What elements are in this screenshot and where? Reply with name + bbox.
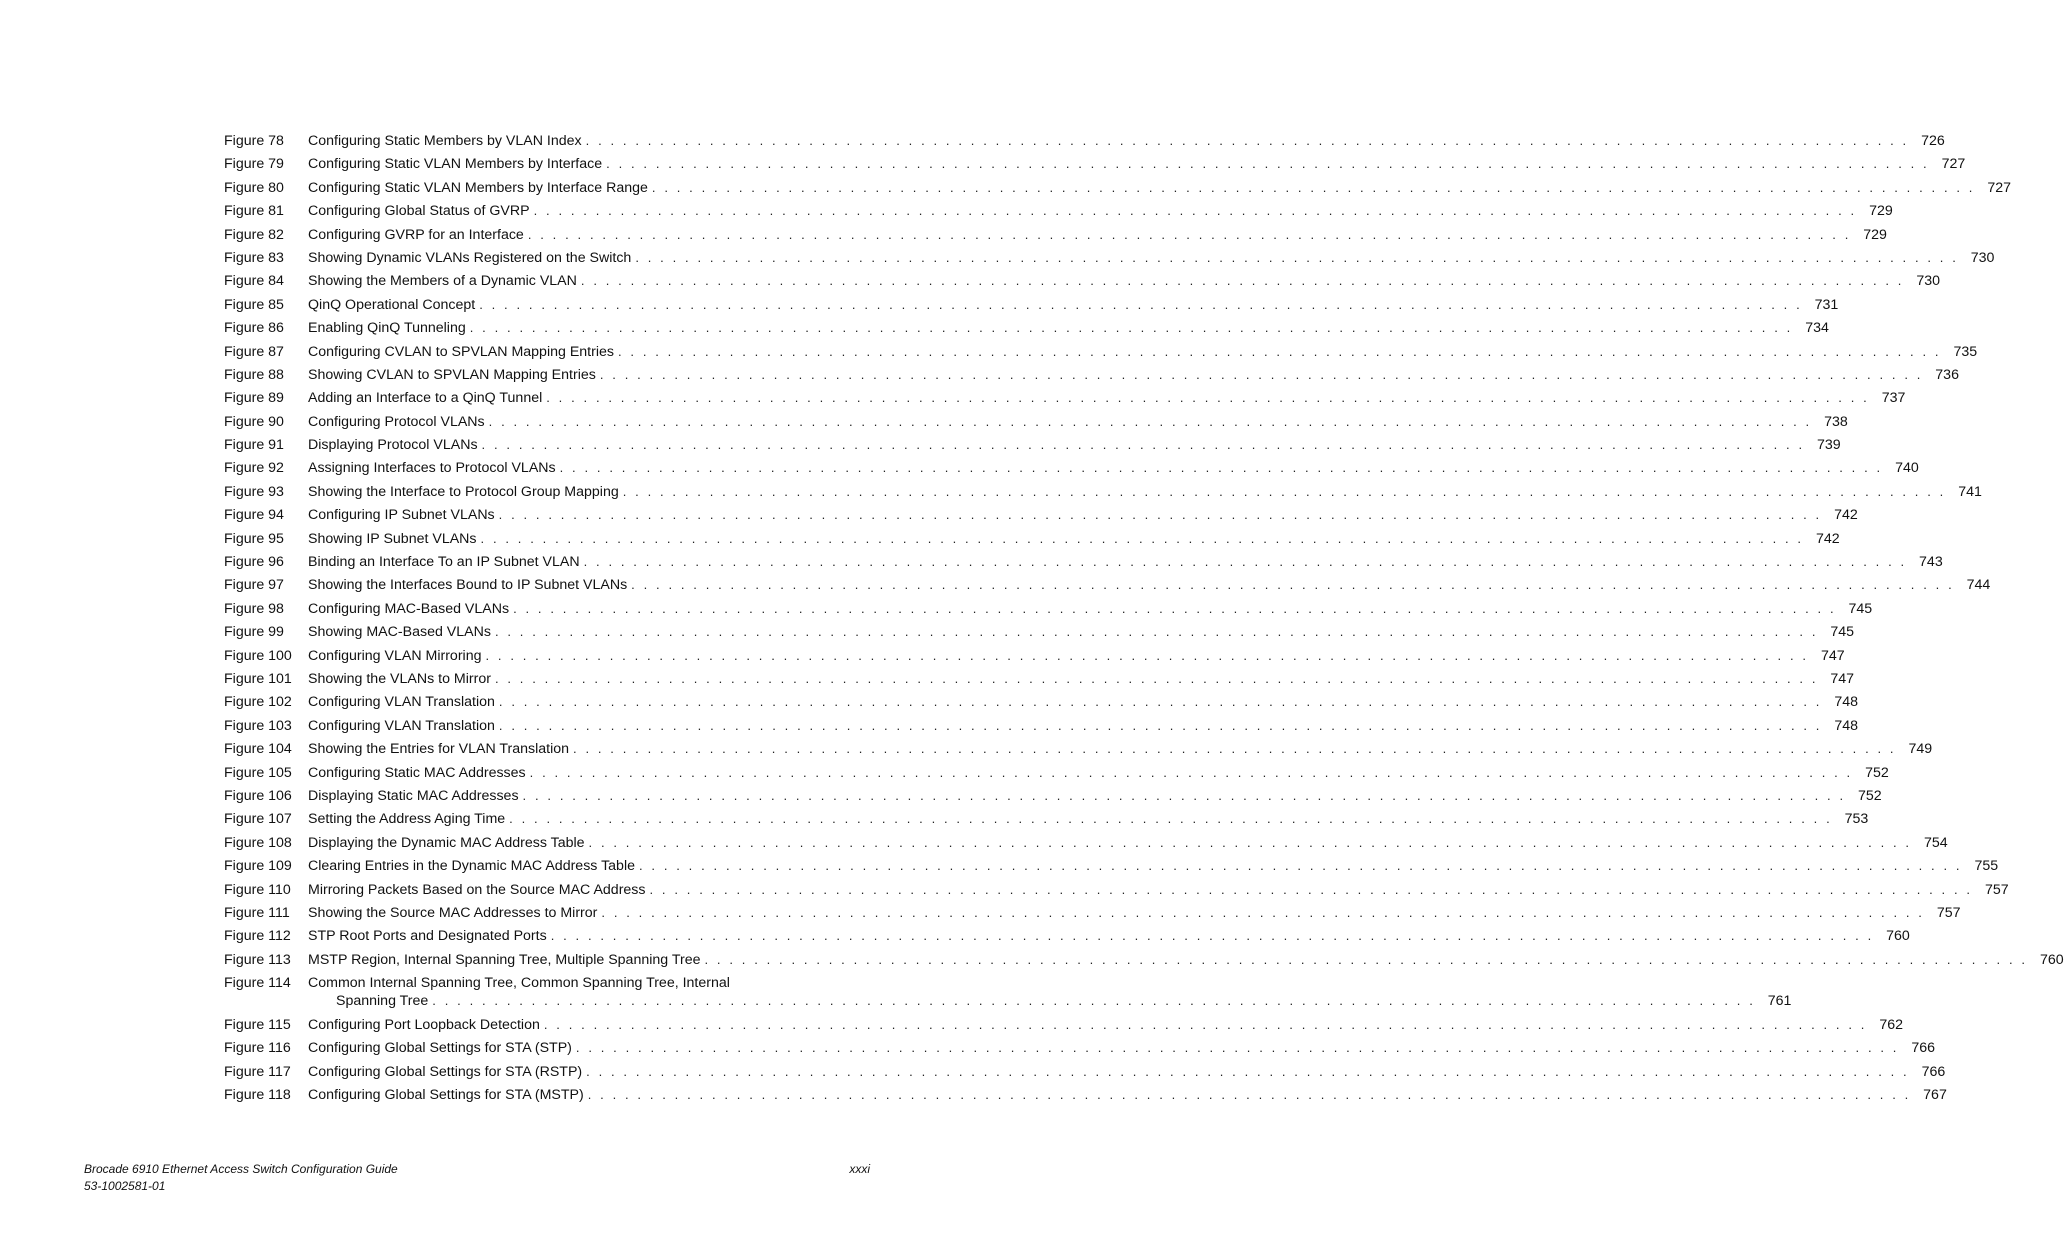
figure-number: Figure 118 <box>224 1087 291 1104</box>
figure-number: Figure 104 <box>224 741 292 758</box>
toc-entry[interactable] <box>224 460 1919 483</box>
page-number: 761 <box>1767 993 1792 1010</box>
dot-leader <box>509 811 1832 826</box>
toc-entry[interactable] <box>224 881 2009 905</box>
figure-number: Figure 92 <box>224 460 284 477</box>
toc-entry[interactable] <box>224 624 1855 647</box>
toc-entry[interactable] <box>224 600 1873 624</box>
figure-title: Configuring Global Status of GVRP <box>308 203 530 220</box>
figure-number: Figure 95 <box>224 530 284 547</box>
figure-title: Displaying Protocol VLANs <box>308 437 478 454</box>
page-number: 731 <box>1814 296 1839 313</box>
toc-entry[interactable] <box>224 437 1841 460</box>
dot-leader <box>623 484 1946 499</box>
page-number: 742 <box>1815 530 1840 547</box>
page-number: 748 <box>1834 717 1859 734</box>
page-number: 757 <box>1936 904 1961 921</box>
figure-number: Figure 107 <box>224 811 292 828</box>
dot-leader <box>576 1040 1899 1055</box>
page-number: 752 <box>1858 787 1882 804</box>
page-number: 726 <box>1921 133 1945 149</box>
figure-title: Configuring VLAN Translation <box>308 717 495 734</box>
figure-title: Showing MAC-Based VLANs <box>308 624 491 641</box>
figure-title: Configuring Global Settings for STA (RSTP) <box>308 1063 583 1080</box>
dot-leader <box>606 156 1929 171</box>
toc-entry[interactable] <box>224 1017 1903 1040</box>
figure-number: Figure 100 <box>224 647 292 664</box>
dot-leader <box>485 648 1808 663</box>
figure-number: Figure 91 <box>224 437 284 454</box>
page-number: 752 <box>1865 764 1889 781</box>
page-number: 747 <box>1820 647 1845 664</box>
figure-number: Figure 85 <box>224 296 284 313</box>
table-of-figures <box>224 133 2064 1111</box>
figure-title: Showing the Interface to Protocol Group Mapping <box>308 483 619 500</box>
dot-leader <box>586 133 1909 148</box>
figure-title: Clearing Entries in the Dynamic MAC Address Table <box>308 858 635 875</box>
dot-leader <box>495 671 1818 686</box>
page-number: 753 <box>1844 811 1869 828</box>
figure-title: Showing the Members of a Dynamic VLAN <box>308 273 577 290</box>
toc-entry[interactable] <box>224 1063 1946 1087</box>
figure-title: Enabling QinQ Tunneling <box>308 320 466 337</box>
toc-entry[interactable] <box>224 741 1933 764</box>
dot-leader <box>482 437 1805 452</box>
toc-entry[interactable] <box>224 483 1982 507</box>
page-number: 742 <box>1834 507 1858 524</box>
page-number: 727 <box>1941 156 1966 173</box>
figure-number: Figure 83 <box>224 249 284 266</box>
figure-number: Figure 110 <box>224 881 291 898</box>
figure-title: Configuring Static Members by VLAN Index <box>308 133 582 149</box>
figure-number: Figure 113 <box>224 951 291 968</box>
toc-entry[interactable] <box>224 717 1859 741</box>
figure-number: Figure 97 <box>224 577 284 594</box>
figure-number: Figure 82 <box>224 226 284 243</box>
figure-title: Configuring IP Subnet VLANs <box>308 507 495 524</box>
figure-title: MSTP Region, Internal Spanning Tree, Multiple Spanning Tree <box>308 951 701 968</box>
figure-number: Figure 101 <box>224 670 292 687</box>
page-number: 744 <box>1966 577 1991 594</box>
toc-entry[interactable] <box>224 390 1906 413</box>
dot-leader <box>523 788 1846 803</box>
page-number: 755 <box>1974 858 1999 875</box>
dot-leader <box>581 273 1904 288</box>
dot-leader <box>589 835 1912 850</box>
toc-entry[interactable] <box>224 1040 1936 1063</box>
dot-leader <box>513 601 1836 616</box>
toc-entry[interactable] <box>224 577 1991 600</box>
dot-leader <box>573 741 1896 756</box>
toc-entry[interactable] <box>224 647 1845 671</box>
page-number: 738 <box>1824 413 1848 430</box>
dot-leader <box>546 390 1869 405</box>
toc-entry[interactable] <box>224 226 1887 250</box>
toc-entry[interactable] <box>224 764 1889 788</box>
toc-entry[interactable] <box>224 670 1855 694</box>
figure-title: Configuring Static VLAN Members by Interface Range <box>308 179 648 196</box>
figure-title: Showing the Entries for VLAN Translation <box>308 741 570 758</box>
page-number: 729 <box>1863 226 1887 243</box>
figure-title-continued: Spanning Tree <box>336 993 429 1010</box>
toc-entry[interactable] <box>224 530 1840 554</box>
figure-number: Figure 84 <box>224 273 284 290</box>
toc-entry[interactable] <box>224 296 1839 320</box>
dot-leader <box>528 227 1851 242</box>
figure-title: Configuring Global Settings for STA (STP) <box>308 1040 572 1057</box>
toc-entry[interactable] <box>224 811 1869 834</box>
figure-title: Showing the VLANs to Mirror <box>308 670 491 687</box>
dot-leader <box>705 952 2028 967</box>
figure-title: Configuring MAC-Based VLANs <box>308 600 510 617</box>
figure-title: Configuring Protocol VLANs <box>308 413 485 430</box>
dot-leader <box>499 694 1822 709</box>
toc-entry[interactable] <box>224 1087 1947 1110</box>
toc-entry[interactable] <box>224 507 1858 530</box>
page-number: 736 <box>1935 366 1959 383</box>
figure-title: Configuring Port Loopback Detection <box>308 1017 540 1034</box>
figure-title: Configuring VLAN Mirroring <box>308 647 482 664</box>
dot-leader <box>499 507 1822 522</box>
page-number: 740 <box>1895 460 1919 477</box>
figure-number: Figure 81 <box>224 203 284 220</box>
figure-number: Figure 86 <box>224 320 284 337</box>
figure-number: Figure 105 <box>224 764 292 781</box>
toc-entry[interactable] <box>224 834 1948 858</box>
dot-leader <box>470 320 1793 335</box>
figure-number: Figure 108 <box>224 834 292 851</box>
figure-number: Figure 99 <box>224 624 284 641</box>
toc-entry[interactable] <box>224 343 1978 367</box>
figure-number: Figure 102 <box>224 694 292 711</box>
toc-entry[interactable] <box>224 554 1943 577</box>
toc-entry[interactable] <box>224 179 2012 203</box>
page-number: 729 <box>1869 203 1893 220</box>
dot-leader <box>635 250 1958 265</box>
toc-entry[interactable] <box>224 694 1859 717</box>
page-number: 745 <box>1830 624 1855 641</box>
toc-entry[interactable] <box>224 413 1848 437</box>
figure-title: Configuring VLAN Translation <box>308 694 495 711</box>
page-number: 747 <box>1830 670 1855 687</box>
dot-leader <box>586 1064 1909 1079</box>
figure-number: Figure 109 <box>224 858 292 875</box>
figure-title: Showing CVLAN to SPVLAN Mapping Entries <box>308 366 596 383</box>
toc-entry[interactable] <box>224 320 1829 343</box>
page-number: 749 <box>1908 741 1933 758</box>
dot-leader <box>601 905 1924 920</box>
figure-title: Configuring GVRP for an Interface <box>308 226 524 243</box>
toc-entry[interactable] <box>224 928 1910 951</box>
page-number: 727 <box>1987 179 2012 196</box>
dot-leader <box>631 577 1954 592</box>
page-number: 737 <box>1881 390 1906 407</box>
page-number: 739 <box>1817 437 1841 454</box>
figure-title: QinQ Operational Concept <box>308 296 476 313</box>
figure-number: Figure 78 <box>224 133 284 149</box>
figure-title: Showing Dynamic VLANs Registered on the Switch <box>308 249 632 266</box>
page-number: 754 <box>1923 834 1948 851</box>
figure-title: Common Internal Spanning Tree, Common Spanning Tree, Internal <box>308 975 730 992</box>
toc-entry[interactable] <box>224 249 1995 273</box>
page-number: 743 <box>1919 554 1943 571</box>
figure-number: Figure 88 <box>224 366 284 383</box>
toc-entry[interactable] <box>224 133 1945 156</box>
dot-leader <box>499 718 1822 733</box>
footer-document-title: Brocade 6910 Ethernet Access Switch Configuration Guide <box>84 1162 398 1176</box>
figure-title: Mirroring Packets Based on the Source MAC Address <box>308 881 646 898</box>
dot-leader <box>639 858 1962 873</box>
figure-number: Figure 79 <box>224 156 284 173</box>
page-number: 730 <box>1970 249 1995 266</box>
figure-number: Figure 80 <box>224 179 284 196</box>
dot-leader <box>588 1087 1911 1102</box>
dot-leader <box>544 1017 1867 1032</box>
footer-page-number: xxxi <box>849 1162 870 1176</box>
toc-entry[interactable] <box>224 951 2064 975</box>
dot-leader <box>584 554 1907 569</box>
toc-entry[interactable] <box>224 858 1999 881</box>
figure-title: Showing the Interfaces Bound to IP Subnet VLANs <box>308 577 628 594</box>
dot-leader <box>495 624 1818 639</box>
figure-number: Figure 93 <box>224 483 284 500</box>
page-number: 767 <box>1923 1087 1947 1104</box>
figure-number: Figure 117 <box>224 1063 291 1080</box>
toc-entry[interactable] <box>224 156 1966 179</box>
page-number: 734 <box>1805 320 1829 337</box>
figure-number: Figure 111 <box>224 904 290 921</box>
figure-number: Figure 89 <box>224 390 284 407</box>
dot-leader <box>600 367 1923 382</box>
page-number: 730 <box>1916 273 1941 290</box>
dot-leader <box>489 414 1812 429</box>
figure-title: STP Root Ports and Designated Ports <box>308 928 547 945</box>
figure-title: Binding an Interface To an IP Subnet VLAN <box>308 554 580 571</box>
figure-title: Configuring Static MAC Addresses <box>308 764 526 781</box>
dot-leader <box>432 993 1755 1008</box>
figure-title: Adding an Interface to a QinQ Tunnel <box>308 390 543 407</box>
toc-entry[interactable] <box>224 366 1959 390</box>
page-number: 760 <box>2039 951 2064 968</box>
figure-title: Displaying the Dynamic MAC Address Table <box>308 834 585 851</box>
toc-entry[interactable] <box>224 787 1882 811</box>
figure-number: Figure 96 <box>224 554 284 571</box>
figure-title: Showing IP Subnet VLANs <box>308 530 477 547</box>
figure-title: Configuring Global Settings for STA (MSTP) <box>308 1087 584 1104</box>
dot-leader <box>551 928 1874 943</box>
dot-leader <box>652 180 1975 195</box>
figure-number: Figure 87 <box>224 343 284 360</box>
dot-leader <box>618 344 1941 359</box>
page-number: 760 <box>1886 928 1910 945</box>
figure-number: Figure 112 <box>224 928 291 945</box>
figure-title: Displaying Static MAC Addresses <box>308 787 519 804</box>
figure-number: Figure 116 <box>224 1040 291 1057</box>
page-number: 766 <box>1921 1063 1946 1080</box>
figure-number: Figure 94 <box>224 507 284 524</box>
figure-title: Assigning Interfaces to Protocol VLANs <box>308 460 556 477</box>
figure-number: Figure 106 <box>224 787 292 804</box>
dot-leader <box>530 765 1853 780</box>
figure-number: Figure 103 <box>224 717 292 734</box>
page-number: 762 <box>1879 1017 1903 1034</box>
toc-entry[interactable] <box>224 203 1893 226</box>
page-number: 757 <box>1984 881 2009 898</box>
page-number: 745 <box>1848 600 1873 617</box>
page-number: 748 <box>1834 694 1859 711</box>
toc-entry[interactable] <box>224 904 1961 928</box>
dot-leader <box>650 882 1973 897</box>
figure-title: Configuring Static VLAN Members by Interface <box>308 156 603 173</box>
dot-leader <box>481 531 1804 546</box>
figure-number: Figure 90 <box>224 413 284 430</box>
toc-entry[interactable] <box>224 273 1941 296</box>
page-number: 766 <box>1911 1040 1936 1057</box>
page-number: 735 <box>1953 343 1978 360</box>
figure-title: Setting the Address Aging Time <box>308 811 506 828</box>
footer-document-number: 53-1002581-01 <box>84 1179 166 1193</box>
figure-number: Figure 115 <box>224 1017 291 1034</box>
page-number: 741 <box>1958 483 1982 500</box>
figure-number: Figure 114 <box>224 975 291 992</box>
dot-leader <box>479 297 1802 312</box>
toc-entry[interactable] <box>224 975 1792 1017</box>
figure-number: Figure 98 <box>224 600 284 617</box>
figure-title: Showing the Source MAC Addresses to Mirror <box>308 904 598 921</box>
dot-leader <box>560 460 1883 475</box>
figure-title: Configuring CVLAN to SPVLAN Mapping Entries <box>308 343 614 360</box>
dot-leader <box>534 203 1857 218</box>
